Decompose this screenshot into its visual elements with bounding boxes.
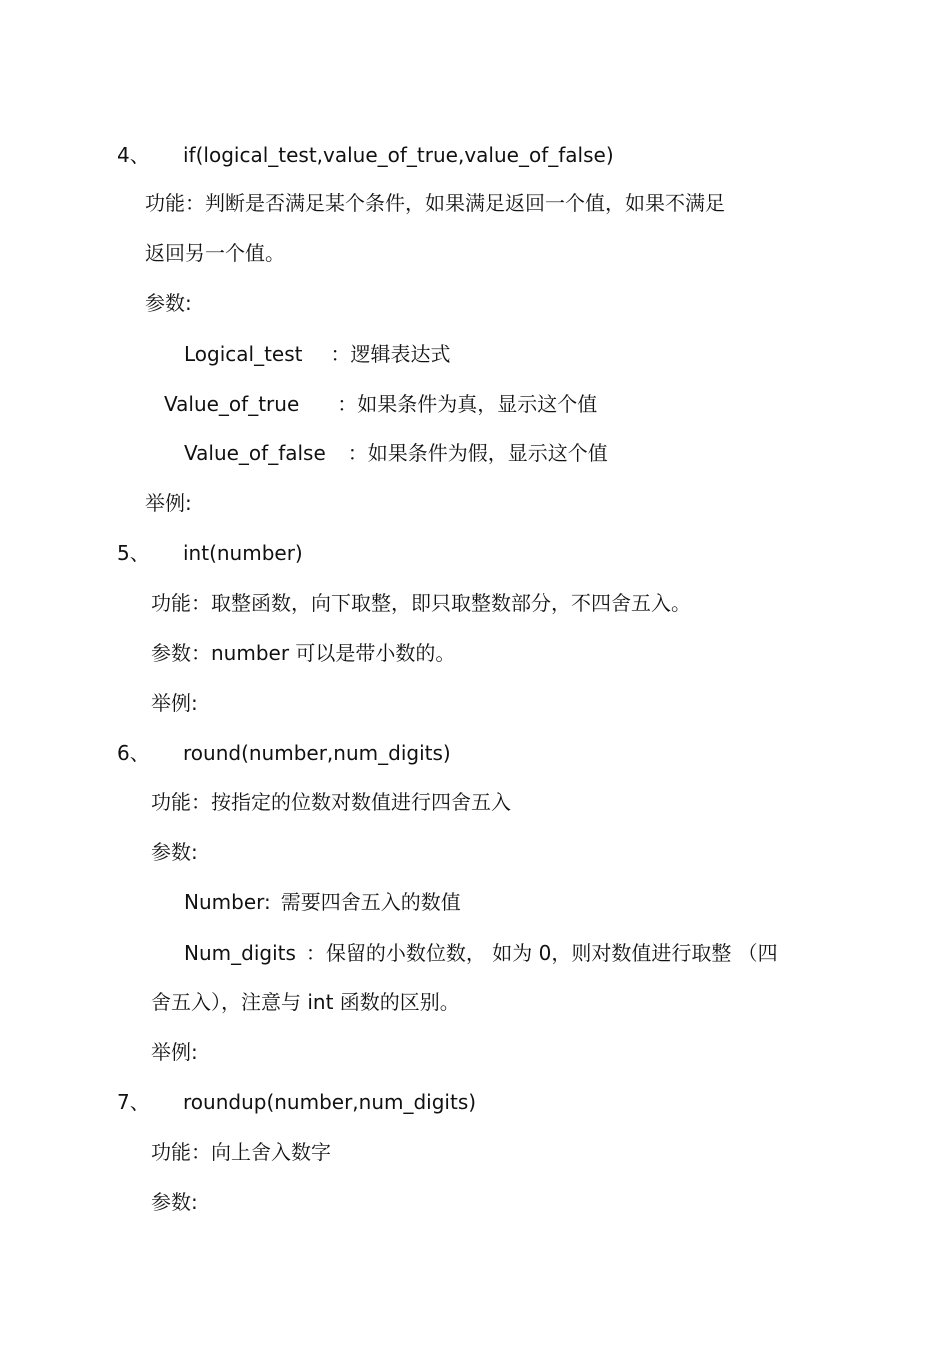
function-signature: int(number) [183, 541, 303, 565]
param-description: 需要四舍五入的数值 [280, 890, 461, 914]
param-row [184, 440, 608, 466]
function-description: 功能：向上舍入数字 [151, 1140, 331, 1164]
function-description: 功能：按指定的位数对数值进行四舍五入 [151, 790, 511, 814]
example-label: 举例: [151, 691, 198, 715]
param-separator: ： [347, 441, 368, 465]
params-label: 参数: [151, 840, 198, 864]
param-row [184, 889, 461, 915]
param-separator: : [264, 890, 271, 914]
params-label: 参数: [151, 1190, 198, 1214]
params-label: 参数: [145, 291, 192, 315]
example-label: 举例: [145, 491, 192, 515]
function-description: 功能：判断是否满足某个条件，如果满足返回一个值，如果不满足 [145, 191, 725, 215]
param-description-continued: 舍五入），注意与 int 函数的区别。 [151, 990, 460, 1014]
param-name: Number [184, 890, 264, 914]
param-description: 如果条件为真，显示这个值 [357, 392, 598, 416]
item-number: 7、 [117, 1090, 150, 1114]
function-signature: if(logical_test,value_of_true,value_of_false) [183, 143, 614, 167]
param-description: 逻辑表达式 [350, 342, 451, 366]
function-signature: round(number,num_digits) [183, 741, 451, 765]
param-separator: ： [305, 941, 326, 965]
function-signature: roundup(number,num_digits) [183, 1090, 477, 1114]
function-description: 功能：取整函数，向下取整，即只取整数部分，不四舍五入。 [151, 591, 691, 615]
param-row [164, 391, 597, 417]
item-number: 6、 [117, 741, 150, 765]
param-description: 如果条件为假，显示这个值 [367, 441, 608, 465]
function-description-continued: 返回另一个值。 [145, 241, 285, 265]
param-name: Num_digits [184, 941, 296, 965]
param-separator: ： [330, 342, 351, 366]
item-number: 5、 [117, 541, 150, 565]
param-name: Value_of_true [164, 392, 300, 416]
param-separator: ： [337, 392, 358, 416]
example-label: 举例: [151, 1040, 198, 1064]
item-number: 4、 [117, 143, 150, 167]
param-row [184, 940, 778, 966]
params-line: 参数：number 可以是带小数的。 [151, 641, 456, 665]
param-description: 保留的小数位数， 如为 0，则对数值进行取整 （四 [325, 941, 778, 965]
param-name: Logical_test [184, 342, 303, 366]
param-name: Value_of_false [184, 441, 326, 465]
param-row [184, 341, 451, 367]
